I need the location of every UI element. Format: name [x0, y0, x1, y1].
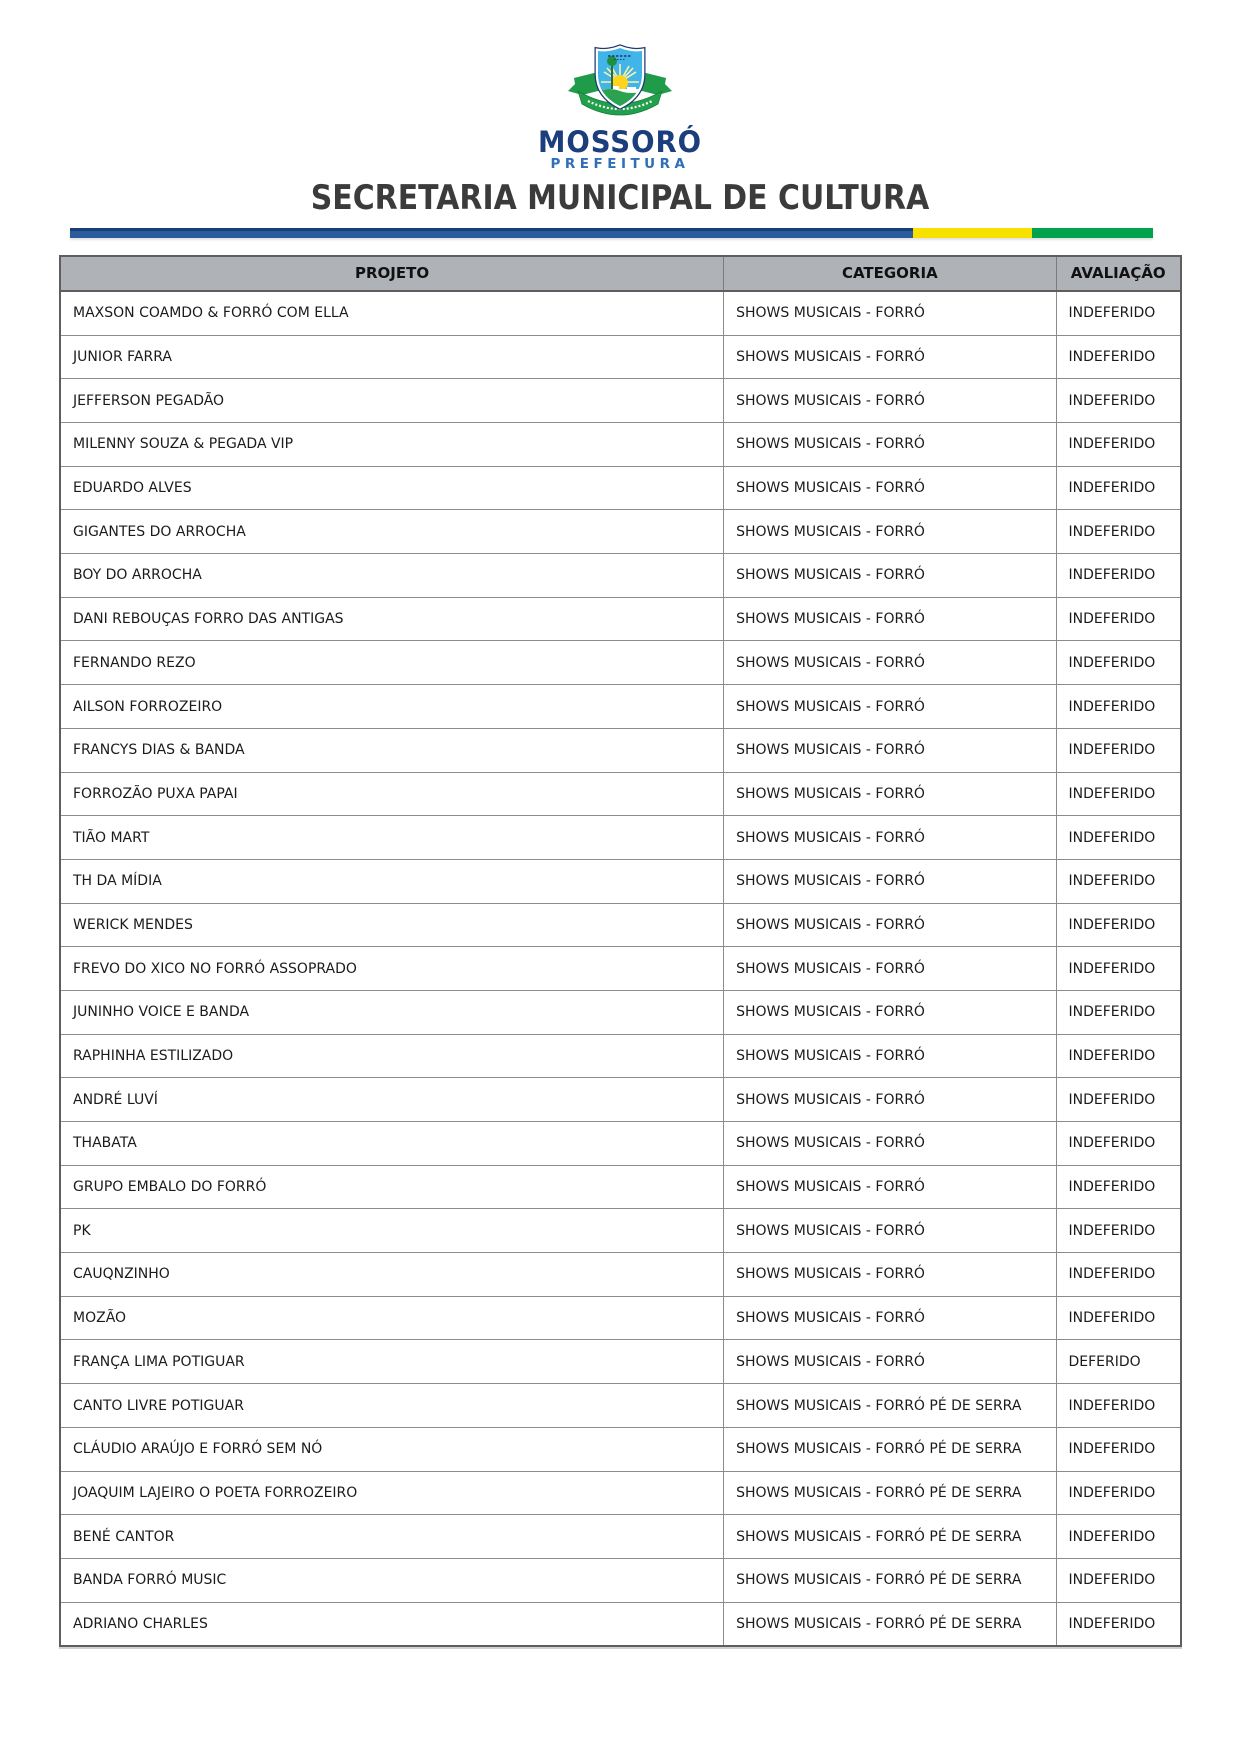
table-row [60, 423, 1181, 467]
table-row [60, 1296, 1181, 1340]
table-body [60, 291, 1181, 1646]
table-row [60, 903, 1181, 947]
avaliacao-cell: INDEFERIDO [1056, 1253, 1181, 1297]
projeto-cell: FORROZÃO PUXA PAPAI [60, 772, 724, 816]
categoria-cell: SHOWS MUSICAIS - FORRÓ [724, 335, 1056, 379]
categoria-cell: SHOWS MUSICAIS - FORRÓ [724, 1165, 1056, 1209]
projeto-cell: BOY DO ARROCHA [60, 554, 724, 598]
avaliacao-cell: INDEFERIDO [1056, 1427, 1181, 1471]
avaliacao-cell: INDEFERIDO [1056, 1471, 1181, 1515]
projeto-cell: FRANCYS DIAS & BANDA [60, 728, 724, 772]
projeto-cell: CANTO LIVRE POTIGUAR [60, 1384, 724, 1428]
projeto-cell: MAXSON COAMDO & FORRÓ COM ELLA [60, 291, 724, 335]
avaliacao-cell: INDEFERIDO [1056, 1515, 1181, 1559]
avaliacao-cell: INDEFERIDO [1056, 1558, 1181, 1602]
bar-segment-blue [70, 228, 913, 238]
avaliacao-cell: INDEFERIDO [1056, 903, 1181, 947]
projeto-cell: DANI REBOUÇAS FORRO DAS ANTIGAS [60, 597, 724, 641]
table-row [60, 597, 1181, 641]
categoria-cell: SHOWS MUSICAIS - FORRÓ [724, 1253, 1056, 1297]
avaliacao-cell: INDEFERIDO [1056, 816, 1181, 860]
categoria-cell: SHOWS MUSICAIS - FORRÓ [724, 379, 1056, 423]
categoria-cell: SHOWS MUSICAIS - FORRÓ [724, 554, 1056, 598]
projeto-cell: ANDRÉ LUVÍ [60, 1078, 724, 1122]
table-row [60, 1165, 1181, 1209]
avaliacao-cell: INDEFERIDO [1056, 379, 1181, 423]
categoria-cell: SHOWS MUSICAIS - FORRÓ [724, 728, 1056, 772]
projeto-cell: MOZÃO [60, 1296, 724, 1340]
table-row [60, 291, 1181, 335]
avaliacao-cell: DEFERIDO [1056, 1340, 1181, 1384]
table-row [60, 1471, 1181, 1515]
page-title: SECRETARIA MUNICIPAL DE CULTURA [310, 178, 930, 219]
projeto-cell: CLÁUDIO ARAÚJO E FORRÓ SEM NÓ [60, 1427, 724, 1471]
logo-city-name: MOSSORÓ [538, 125, 702, 159]
table-row [60, 947, 1181, 991]
projeto-cell: JEFFERSON PEGADÃO [60, 379, 724, 423]
document-header [0, 0, 1240, 217]
categoria-cell: SHOWS MUSICAIS - FORRÓ PÉ DE SERRA [724, 1602, 1056, 1646]
table-row [60, 466, 1181, 510]
avaliacao-cell: INDEFERIDO [1056, 1122, 1181, 1166]
projeto-cell: GRUPO EMBALO DO FORRÓ [60, 1165, 724, 1209]
projeto-cell: TIÃO MART [60, 816, 724, 860]
avaliacao-cell: INDEFERIDO [1056, 947, 1181, 991]
logo-subtitle: PREFEITURA [550, 156, 690, 173]
projeto-cell: BANDA FORRÓ MUSIC [60, 1558, 724, 1602]
categoria-cell: SHOWS MUSICAIS - FORRÓ [724, 1209, 1056, 1253]
categoria-cell: SHOWS MUSICAIS - FORRÓ [724, 466, 1056, 510]
header-categoria: CATEGORIA [724, 256, 1056, 291]
avaliacao-cell: INDEFERIDO [1056, 597, 1181, 641]
table-row [60, 728, 1181, 772]
projeto-cell: GIGANTES DO ARROCHA [60, 510, 724, 554]
avaliacao-cell: INDEFERIDO [1056, 1034, 1181, 1078]
projects-table [59, 255, 1182, 1647]
avaliacao-cell: INDEFERIDO [1056, 466, 1181, 510]
table-row [60, 1602, 1181, 1646]
categoria-cell: SHOWS MUSICAIS - FORRÓ [724, 990, 1056, 1034]
projeto-cell: JUNINHO VOICE E BANDA [60, 990, 724, 1034]
categoria-cell: SHOWS MUSICAIS - FORRÓ PÉ DE SERRA [724, 1471, 1056, 1515]
projeto-cell: MILENNY SOUZA & PEGADA VIP [60, 423, 724, 467]
mossoro-coat-of-arms-icon [559, 44, 681, 126]
avaliacao-cell: INDEFERIDO [1056, 510, 1181, 554]
table-row [60, 1034, 1181, 1078]
shield-scene [595, 46, 645, 108]
table-row [60, 554, 1181, 598]
avaliacao-cell: INDEFERIDO [1056, 1384, 1181, 1428]
projeto-cell: FREVO DO XICO NO FORRÓ ASSOPRADO [60, 947, 724, 991]
table-row [60, 990, 1181, 1034]
categoria-cell: SHOWS MUSICAIS - FORRÓ [724, 685, 1056, 729]
avaliacao-cell: INDEFERIDO [1056, 1209, 1181, 1253]
categoria-cell: SHOWS MUSICAIS - FORRÓ [724, 859, 1056, 903]
table-row [60, 1340, 1181, 1384]
avaliacao-cell: INDEFERIDO [1056, 641, 1181, 685]
avaliacao-cell: INDEFERIDO [1056, 423, 1181, 467]
avaliacao-cell: INDEFERIDO [1056, 859, 1181, 903]
table-row [60, 335, 1181, 379]
categoria-cell: SHOWS MUSICAIS - FORRÓ PÉ DE SERRA [724, 1427, 1056, 1471]
avaliacao-cell: INDEFERIDO [1056, 291, 1181, 335]
categoria-cell: SHOWS MUSICAIS - FORRÓ [724, 510, 1056, 554]
categoria-cell: SHOWS MUSICAIS - FORRÓ [724, 1122, 1056, 1166]
table-row [60, 1384, 1181, 1428]
projeto-cell: CAUQNZINHO [60, 1253, 724, 1297]
categoria-cell: SHOWS MUSICAIS - FORRÓ PÉ DE SERRA [724, 1558, 1056, 1602]
categoria-cell: SHOWS MUSICAIS - FORRÓ [724, 1340, 1056, 1384]
bar-segment-green [1032, 228, 1153, 238]
table-row [60, 859, 1181, 903]
avaliacao-cell: INDEFERIDO [1056, 554, 1181, 598]
projeto-cell: JUNIOR FARRA [60, 335, 724, 379]
avaliacao-cell: INDEFERIDO [1056, 990, 1181, 1034]
categoria-cell: SHOWS MUSICAIS - FORRÓ [724, 816, 1056, 860]
categoria-cell: SHOWS MUSICAIS - FORRÓ [724, 903, 1056, 947]
table-row [60, 816, 1181, 860]
projeto-cell: BENÉ CANTOR [60, 1515, 724, 1559]
table-row [60, 1515, 1181, 1559]
table-row [60, 1122, 1181, 1166]
categoria-cell: SHOWS MUSICAIS - FORRÓ [724, 423, 1056, 467]
avaliacao-cell: INDEFERIDO [1056, 1078, 1181, 1122]
projeto-cell: WERICK MENDES [60, 903, 724, 947]
table-row [60, 641, 1181, 685]
projeto-cell: FERNANDO REZO [60, 641, 724, 685]
projeto-cell: AILSON FORROZEIRO [60, 685, 724, 729]
table-row [60, 1427, 1181, 1471]
projeto-cell: ADRIANO CHARLES [60, 1602, 724, 1646]
table-row [60, 1558, 1181, 1602]
header-projeto: PROJETO [60, 256, 724, 291]
table-row [60, 510, 1181, 554]
categoria-cell: SHOWS MUSICAIS - FORRÓ [724, 291, 1056, 335]
categoria-cell: SHOWS MUSICAIS - FORRÓ [724, 1078, 1056, 1122]
categoria-cell: SHOWS MUSICAIS - FORRÓ [724, 641, 1056, 685]
categoria-cell: SHOWS MUSICAIS - FORRÓ PÉ DE SERRA [724, 1384, 1056, 1428]
avaliacao-cell: INDEFERIDO [1056, 685, 1181, 729]
projeto-cell: PK [60, 1209, 724, 1253]
avaliacao-cell: INDEFERIDO [1056, 1165, 1181, 1209]
table-header-row [60, 256, 1181, 291]
avaliacao-cell: INDEFERIDO [1056, 1602, 1181, 1646]
bar-segment-yellow [913, 228, 1032, 238]
categoria-cell: SHOWS MUSICAIS - FORRÓ [724, 1296, 1056, 1340]
projeto-cell: THABATA [60, 1122, 724, 1166]
table-row [60, 1253, 1181, 1297]
avaliacao-cell: INDEFERIDO [1056, 1296, 1181, 1340]
avaliacao-cell: INDEFERIDO [1056, 772, 1181, 816]
avaliacao-cell: INDEFERIDO [1056, 335, 1181, 379]
projeto-cell: JOAQUIM LAJEIRO O POETA FORROZEIRO [60, 1471, 724, 1515]
projeto-cell: FRANÇA LIMA POTIGUAR [60, 1340, 724, 1384]
avaliacao-cell: INDEFERIDO [1056, 728, 1181, 772]
projeto-cell: EDUARDO ALVES [60, 466, 724, 510]
categoria-cell: SHOWS MUSICAIS - FORRÓ [724, 947, 1056, 991]
categoria-cell: SHOWS MUSICAIS - FORRÓ [724, 1034, 1056, 1078]
projeto-cell: RAPHINHA ESTILIZADO [60, 1034, 724, 1078]
categoria-cell: SHOWS MUSICAIS - FORRÓ PÉ DE SERRA [724, 1515, 1056, 1559]
table-row [60, 1209, 1181, 1253]
table-row [60, 379, 1181, 423]
projeto-cell: TH DA MÍDIA [60, 859, 724, 903]
categoria-cell: SHOWS MUSICAIS - FORRÓ [724, 597, 1056, 641]
categoria-cell: SHOWS MUSICAIS - FORRÓ [724, 772, 1056, 816]
table-row [60, 1078, 1181, 1122]
tricolor-divider-bar [70, 228, 1153, 238]
header-avaliacao: AVALIAÇÃO [1056, 256, 1181, 291]
table-row [60, 772, 1181, 816]
table-row [60, 685, 1181, 729]
